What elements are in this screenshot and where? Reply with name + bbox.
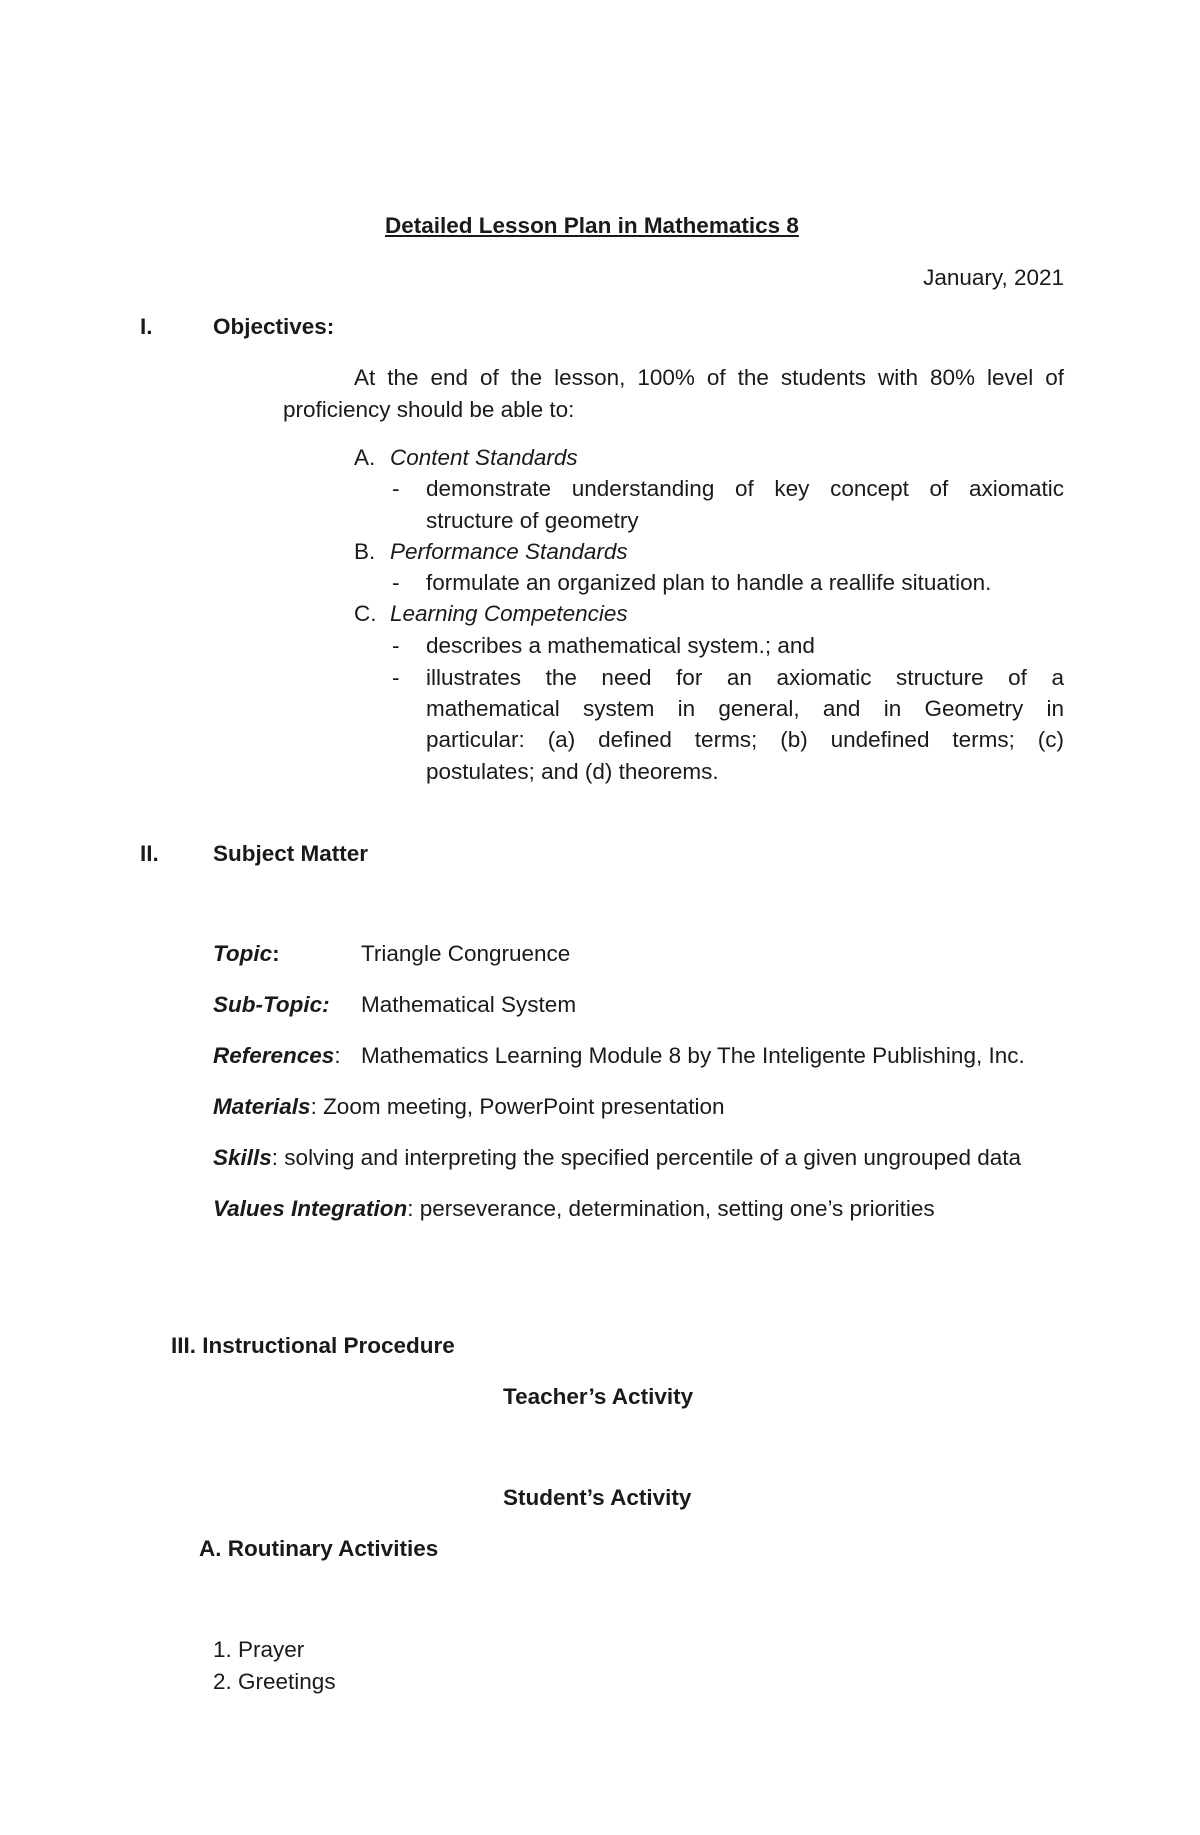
list-item-line: formulate an organized plan to handle a reallife situation. xyxy=(426,570,992,595)
document-title: Detailed Lesson Plan in Mathematics 8 xyxy=(385,213,799,238)
objectives-intro-line2: proficiency should be able to: xyxy=(283,397,575,422)
section-title: Learning Competencies xyxy=(390,601,628,626)
list-item-line: structure of geometry xyxy=(426,508,639,533)
topic-row: Topic: xyxy=(213,941,280,966)
values-row xyxy=(213,1193,935,1225)
section-letter: A. xyxy=(354,445,376,470)
routinary-heading: A. Routinary Activities xyxy=(199,1536,439,1561)
list-item-line: describes a mathematical system.; and xyxy=(426,633,815,658)
materials-label: Materials xyxy=(213,1094,311,1119)
skills-value: : solving and interpreting the specified percentile of a given ungrouped data xyxy=(271,1145,1022,1170)
topic-value: Triangle Congruence xyxy=(361,941,571,966)
teacher-activity-heading: Teacher’s Activity xyxy=(503,1384,694,1409)
section-letter: C. xyxy=(354,601,377,626)
list-item-line: illustrates the need for an axiomatic structure of a xyxy=(426,665,1064,690)
document-date: January, 2021 xyxy=(923,265,1064,290)
procedure-heading: III. Instructional Procedure xyxy=(171,1333,455,1358)
skills-row xyxy=(213,1142,1021,1174)
values-label: Values Integration xyxy=(213,1196,408,1221)
list-item: 2. Greetings xyxy=(213,1669,336,1694)
list-item-line: postulates; and (d) theorems. xyxy=(426,759,719,784)
objectives-heading: Objectives: xyxy=(213,314,335,339)
subtopic-value: Mathematical System xyxy=(361,992,577,1017)
section-letter: B. xyxy=(354,539,376,564)
subtopic-label: Sub-Topic: xyxy=(213,992,330,1017)
references-row: References: xyxy=(213,1043,341,1068)
materials-row xyxy=(213,1091,725,1123)
section-title: Performance Standards xyxy=(390,539,628,564)
list-dash: - xyxy=(392,665,400,690)
list-item: 1. Prayer xyxy=(213,1637,305,1662)
list-item-line: demonstrate understanding of key concept of axiomatic xyxy=(426,476,1064,501)
list-dash: - xyxy=(392,633,400,658)
section-title: Content Standards xyxy=(390,445,578,470)
section-numeral: II. xyxy=(140,841,159,866)
objectives-intro-line1: At the end of the lesson, 100% of the students with 80% level of xyxy=(354,365,1064,390)
list-item-line: particular: (a) defined terms; (b) undefined terms; (c) xyxy=(426,727,1064,752)
list-item-line: mathematical system in general, and in Geometry in xyxy=(426,696,1064,721)
references-label: References xyxy=(213,1043,335,1068)
skills-label: Skills xyxy=(213,1145,272,1170)
topic-label: Topic xyxy=(213,941,273,966)
student-activity-heading: Student’s Activity xyxy=(503,1485,692,1510)
section-numeral: I. xyxy=(140,314,153,339)
subject-matter-heading: Subject Matter xyxy=(213,841,369,866)
list-dash: - xyxy=(392,476,400,501)
references-value: Mathematics Learning Module 8 by The Inteligente Publishing, Inc. xyxy=(361,1043,1025,1068)
materials-value: : Zoom meeting, PowerPoint presentation xyxy=(310,1094,725,1119)
values-value: : perseverance, determination, setting one’s priorities xyxy=(407,1196,935,1221)
list-dash: - xyxy=(392,570,400,595)
